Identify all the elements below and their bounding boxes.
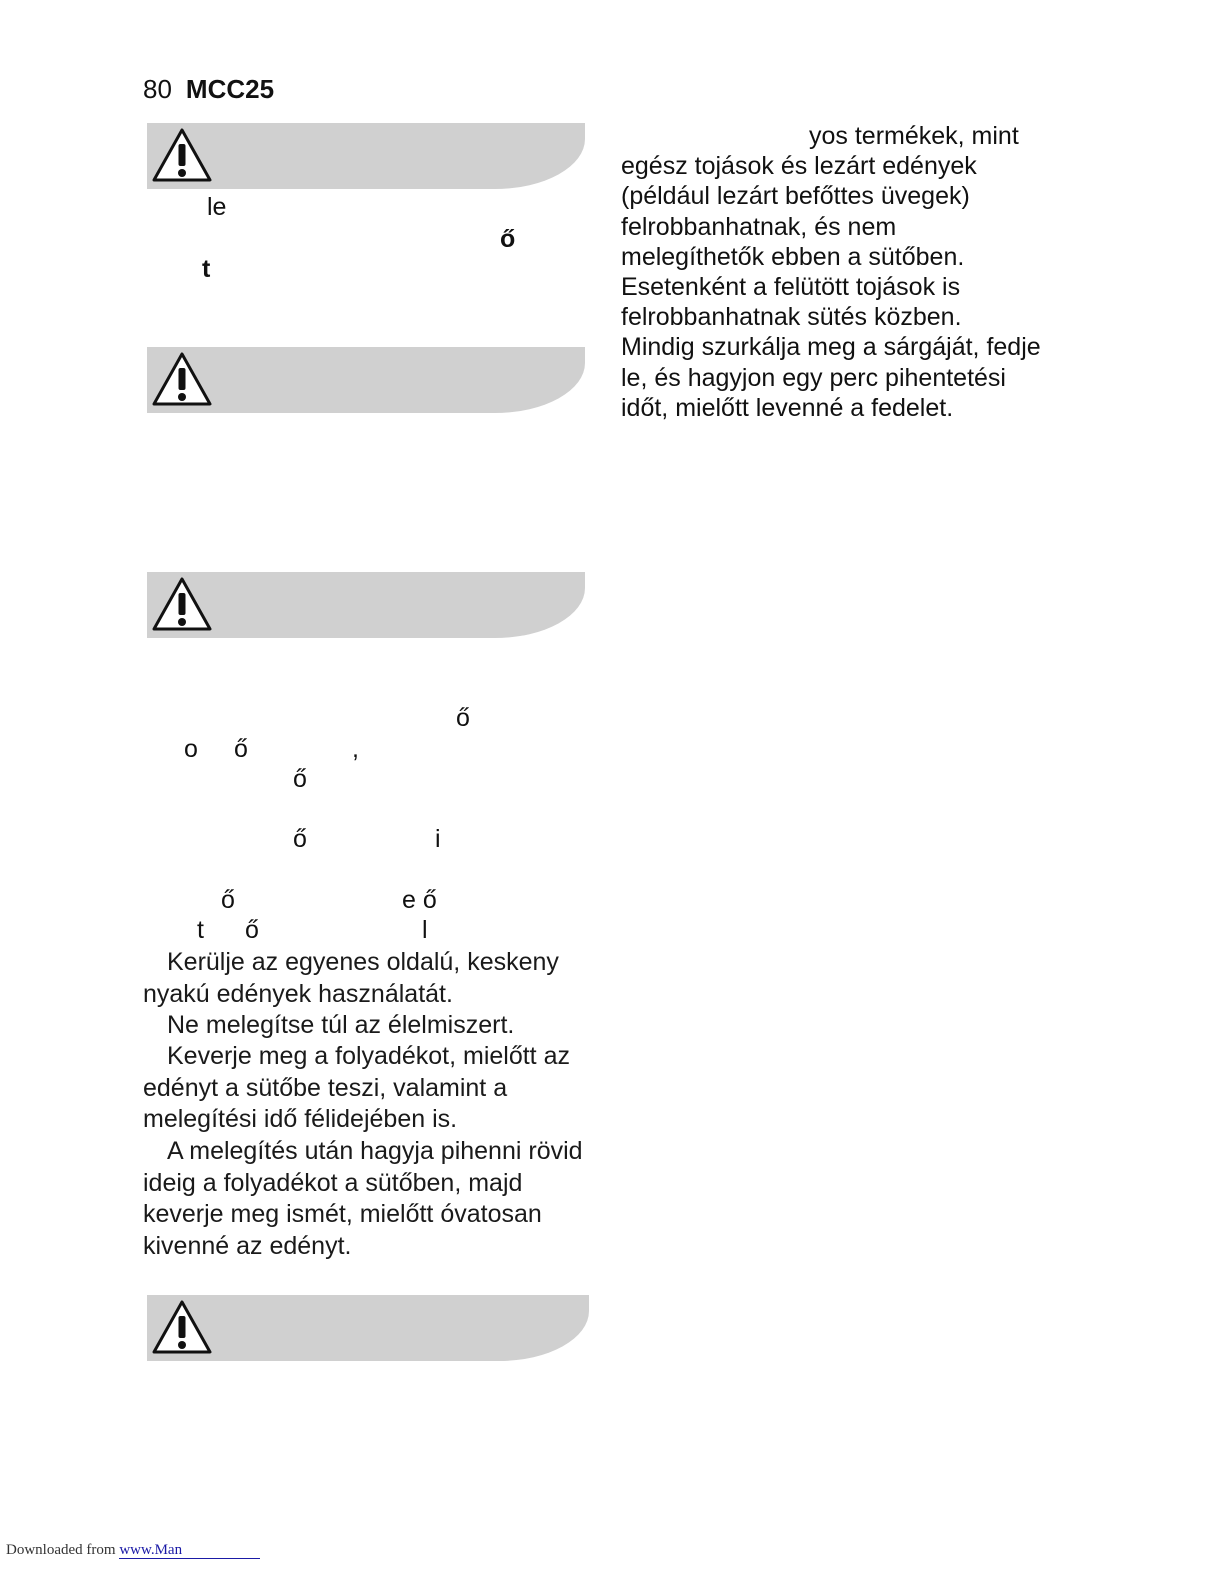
- list-item-line: melegítési idő félidejében is.: [143, 1105, 458, 1133]
- list-item-line: kivenné az edényt.: [143, 1231, 352, 1260]
- text-fragment: t: [197, 916, 204, 944]
- right-column-text: [621, 121, 1041, 423]
- footer-link[interactable]: www.Man: [119, 1542, 260, 1559]
- warning-triangle-icon: [151, 127, 213, 183]
- warning-banner: [147, 1295, 589, 1361]
- warning-triangle-icon: [151, 351, 213, 407]
- list-item-line: Ne melegítse túl az élelmiszert.: [167, 1011, 515, 1039]
- text-fragment: le: [207, 193, 227, 221]
- text-fragment: ő: [293, 765, 307, 793]
- paragraph-line: Mindig szurkálja meg a sárgáját, fedje: [621, 333, 1041, 362]
- text-fragment: t: [202, 255, 211, 283]
- text-fragment: ő: [221, 886, 235, 914]
- text-fragment: ő: [293, 825, 307, 853]
- paragraph-line: yos termékek, mint: [809, 122, 1019, 150]
- list-item: [143, 1136, 583, 1262]
- model-name: MCC25: [185, 74, 275, 104]
- page-header: [143, 74, 274, 105]
- paragraph-line: időt, mielőtt levenné a fedelet.: [621, 393, 954, 422]
- paragraph-line: (például lezárt befőttes üvegek): [621, 182, 970, 211]
- text-fragment: ő: [234, 735, 248, 763]
- warning-triangle-icon: [151, 1299, 213, 1355]
- warning-banner: [147, 572, 585, 638]
- list-item-line: Kerülje az egyenes oldalú, keskeny: [167, 948, 559, 976]
- list-item-line: keverje meg ismét, mielőtt óvatosan: [143, 1200, 542, 1228]
- footer-prefix: Downloaded from: [6, 1542, 116, 1558]
- text-fragment: e ő: [402, 886, 437, 914]
- text-fragment: ő: [456, 704, 470, 732]
- paragraph-line: egész tojások és lezárt edények: [621, 152, 977, 181]
- text-fragment: l: [422, 916, 428, 944]
- list-item-line: ideig a folyadékot a sütőben, majd: [143, 1168, 523, 1197]
- warning-banner: [147, 123, 585, 189]
- list-item-line: A melegítés után hagyja pihenni rövid: [167, 1137, 583, 1165]
- list-item: [143, 1010, 514, 1042]
- paragraph-line: le, és hagyjon egy perc pihentetési: [621, 363, 1006, 392]
- list-item: [143, 947, 559, 1010]
- list-item-line: Keverje meg a folyadékot, mielőtt az: [167, 1042, 570, 1070]
- page-number: 80: [143, 74, 172, 104]
- text-fragment: o: [184, 735, 198, 763]
- text-fragment: ő: [245, 916, 259, 944]
- paragraph-line: felrobbanhatnak, és nem: [621, 212, 897, 241]
- text-fragment: i: [435, 825, 441, 853]
- paragraph-line: Esetenként a felütött tojások is: [621, 273, 961, 302]
- text-fragment: ,: [352, 735, 359, 763]
- text-fragment: ő: [500, 225, 516, 253]
- paragraph-line: melegíthetők ebben a sütőben.: [621, 242, 965, 271]
- list-item-line: nyakú edények használatát.: [143, 979, 453, 1008]
- footer: [6, 1542, 260, 1559]
- paragraph-line: felrobbanhatnak sütés közben.: [621, 303, 962, 332]
- warning-triangle-icon: [151, 576, 213, 632]
- warning-banner: [147, 347, 585, 413]
- list-item: [143, 1041, 570, 1136]
- list-item-line: edényt a sütőbe teszi, valamint a: [143, 1073, 508, 1102]
